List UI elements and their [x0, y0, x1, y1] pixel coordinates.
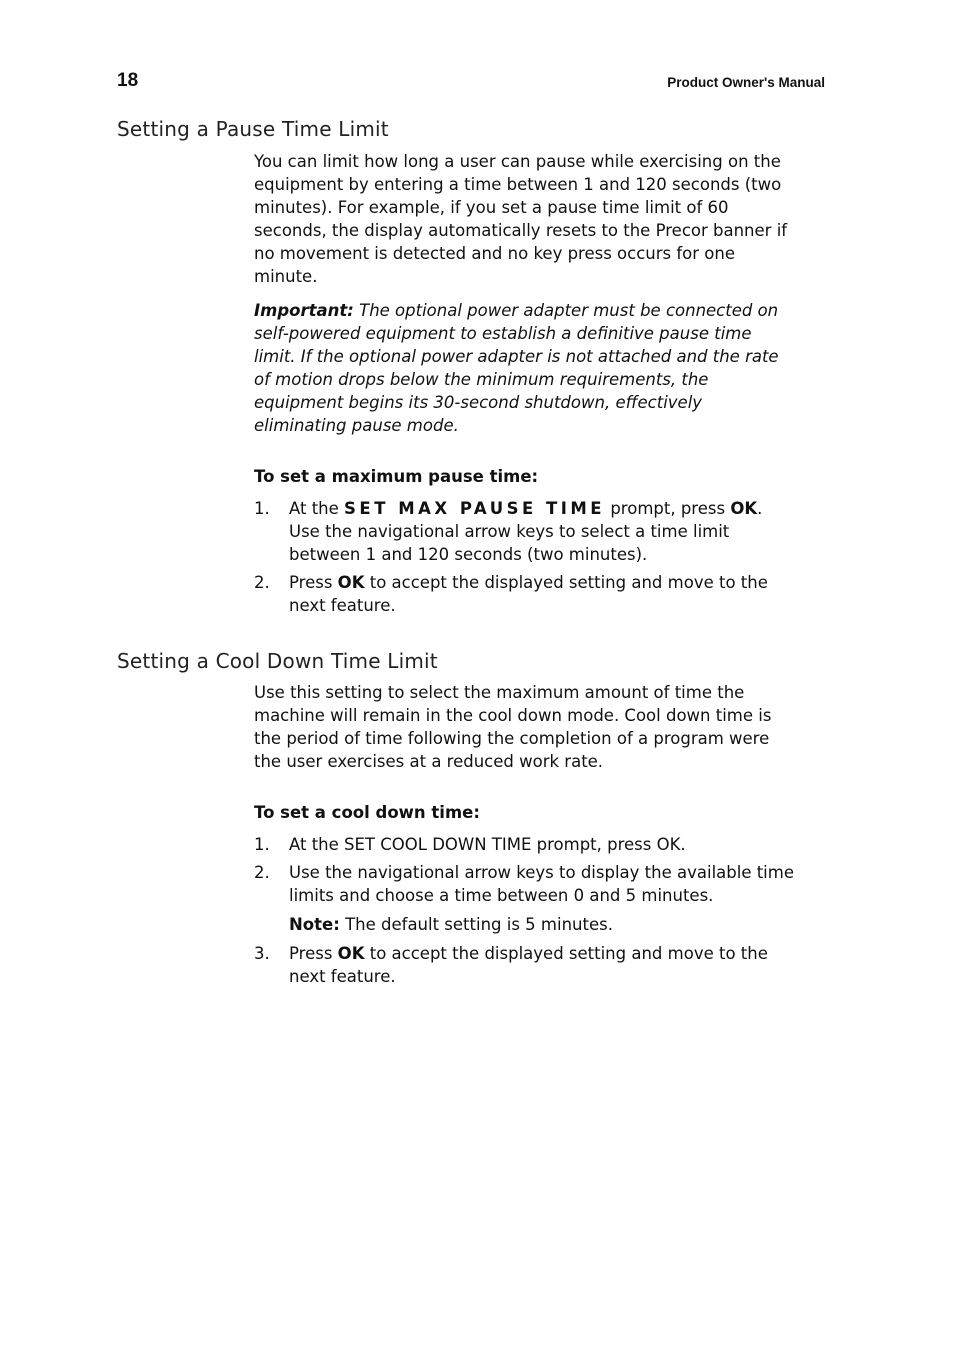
important-paragraph [254, 299, 794, 437]
step-number: 1. [254, 835, 270, 854]
cooldown-step-2 [254, 861, 794, 907]
important-text: The optional power adapter must be connected on self-powered equipment to establish a definitive pause time limit. If the optional power adapter is not attached and the rate of motion drops below the minimum requirements, the equipment begins its 30-second shutdown, effectively eliminating pause mode. [254, 301, 779, 435]
cooldown-step-1 [254, 833, 794, 856]
pause-intro-paragraph [254, 150, 794, 288]
step-number: 1. [254, 499, 270, 518]
note-text: The default setting is 5 minutes. [339, 915, 613, 934]
pause-intro-text: You can limit how long a user can pause while exercising on the equipment by entering a time between 1 and 120 seconds (two minutes). For example, if you set a pause time limit of 60 seconds, the display automatically resets to the Precor banner if no movement is detected and no key press occurs for one minute. [254, 152, 788, 286]
running-header: Product Owner's Manual [667, 75, 825, 90]
step-text: Press OK to accept the displayed setting and move to the next feature. [289, 573, 768, 615]
step-number: 2. [254, 863, 270, 882]
pause-step-1 [254, 497, 794, 566]
procedure-heading-cooldown: To set a cool down time: [254, 803, 480, 822]
step-text: At the SET MAX PAUSE TIME prompt, press OK. Use the navigational arrow keys to select a time limit between 1 and 120 seconds (two minutes). [289, 499, 763, 564]
cooldown-intro-paragraph [254, 681, 794, 773]
ok-key-label: OK [730, 499, 758, 518]
section-heading-cooldown: Setting a Cool Down Time Limit [117, 649, 438, 673]
cooldown-note [289, 913, 613, 936]
prompt-text: SET MAX PAUSE TIME [344, 499, 606, 518]
procedure-heading-pause: To set a maximum pause time: [254, 467, 539, 486]
page-number: 18 [117, 70, 139, 91]
important-label: Important: [254, 301, 354, 320]
pause-step-2 [254, 571, 794, 617]
step-text: At the SET COOL DOWN TIME prompt, press OK. [289, 835, 686, 854]
step-number: 3. [254, 944, 270, 963]
step-text: Press OK to accept the displayed setting and move to the next feature. [289, 944, 768, 986]
ok-key-label: OK [337, 573, 365, 592]
cooldown-intro-text: Use this setting to select the maximum amount of time the machine will remain in the cool down mode. Cool down time is the period of time following the completion of a program were the user exercises at a reduced work rate. [254, 683, 772, 771]
step-number: 2. [254, 573, 270, 592]
note-label: Note: [289, 915, 340, 934]
step-text: Use the navigational arrow keys to display the available time limits and choose a time between 0 and 5 minutes. [289, 863, 794, 905]
cooldown-step-3 [254, 942, 794, 988]
section-heading-pause: Setting a Pause Time Limit [117, 117, 389, 141]
ok-key-label: OK [337, 944, 365, 963]
